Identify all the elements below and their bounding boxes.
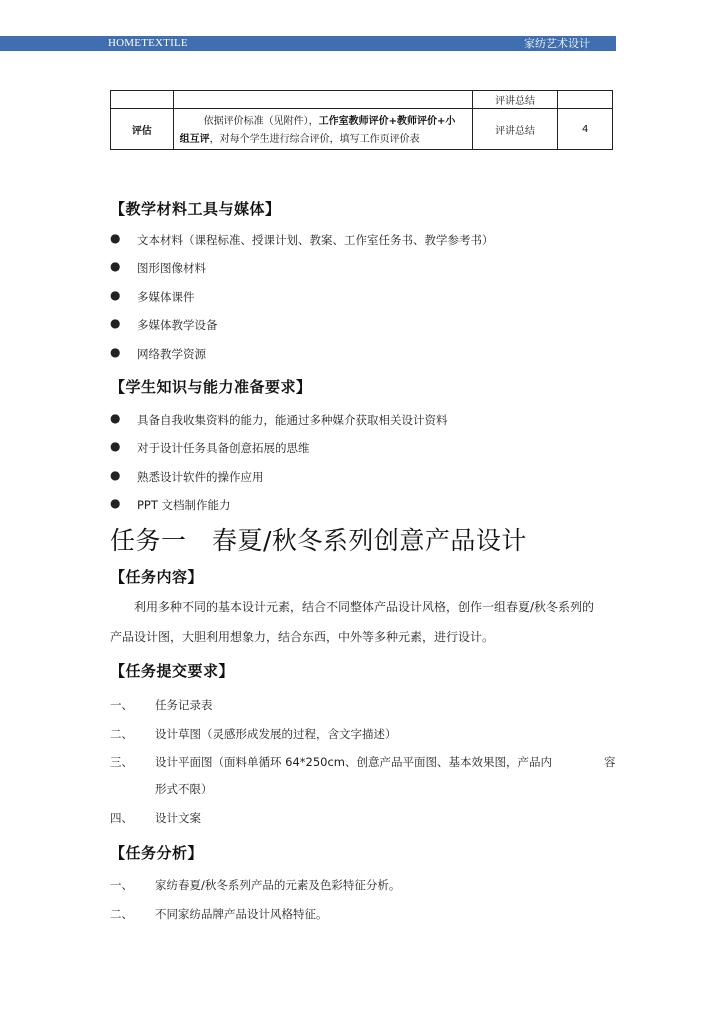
header-right-text: 家纺艺术设计 [524, 37, 590, 50]
bullet-icon: ● [110, 231, 121, 245]
bullet-icon: ● [110, 259, 121, 273]
task-content-line: 产品设计图，大胆利用想象力，结合东西，中外等多种元素，进行设计。 [110, 630, 495, 644]
table-cell-description: 依据评价标准（见附件），工作室教师评价+教师评价+小 组互评，对每个学生进行综合评价，填写工作页评价表 [173, 109, 472, 150]
table-row [111, 109, 613, 150]
table-row [111, 91, 613, 109]
evaluation-table [110, 90, 613, 150]
table-cell: 评讲总结 [472, 109, 557, 150]
task-analysis-heading: 【任务分析】 [110, 844, 204, 862]
bullet-icon: ● [110, 411, 121, 425]
header-left-text: HOMETEXTILE [108, 37, 188, 49]
table-cell-label: 评估 [111, 109, 174, 150]
bullet-icon: ● [110, 496, 121, 510]
bullet-icon: ● [110, 468, 121, 482]
bullet-icon: ● [110, 316, 121, 330]
task-submit-heading: 【任务提交要求】 [110, 662, 235, 680]
requirements-heading: 【学生知识与能力准备要求】 [110, 378, 312, 396]
task-title: 任务一 春夏/秋冬系列创意产品设计 [110, 526, 527, 555]
bullet-icon: ● [110, 345, 121, 359]
bullet-icon: ● [110, 439, 121, 453]
table-cell: 4 [558, 109, 613, 150]
task-content-heading: 【任务内容】 [110, 568, 204, 586]
bullet-icon: ● [110, 288, 121, 302]
task-content-line: 利用多种不同的基本设计元素，结合不同整体产品设计风格，创作一组春夏/秋冬系列的 [134, 600, 595, 614]
table-cell: 评讲总结 [472, 91, 557, 109]
materials-heading: 【教学材料工具与媒体】 [110, 200, 281, 218]
header-bar [0, 36, 616, 51]
